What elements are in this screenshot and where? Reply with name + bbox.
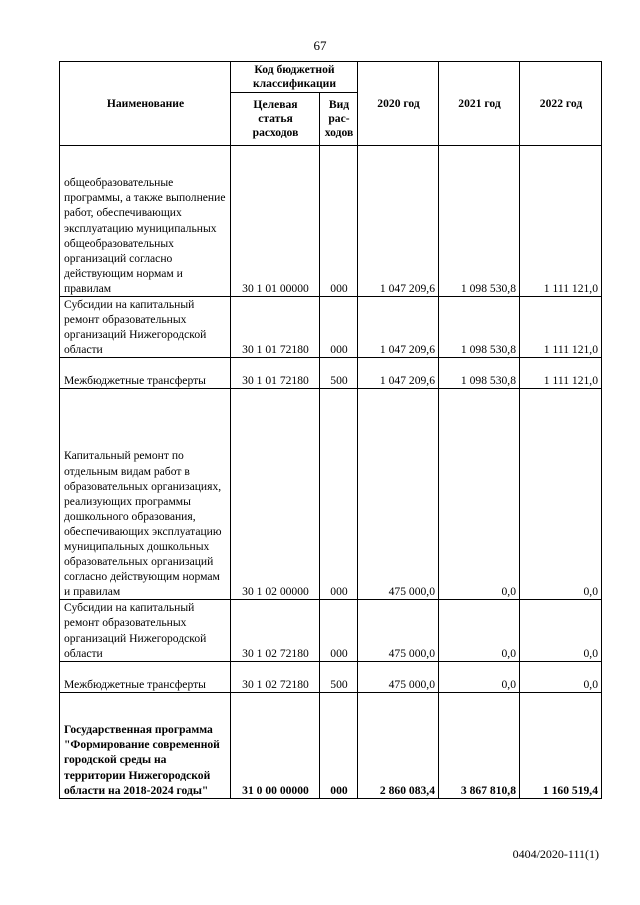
header-target-article: Целевая статья расходов bbox=[231, 93, 320, 146]
row-value-2021: 1 098 530,8 bbox=[439, 358, 520, 389]
table-row bbox=[60, 146, 602, 297]
row-expense-type: 000 bbox=[320, 692, 358, 798]
row-name: общеобразовательные программы, а также выполнение работ, обеспечивающих эксплуатацию муниципальных общеобразовательных организаций согласно действующим нормам и правилам bbox=[60, 146, 231, 297]
row-expense-type: 000 bbox=[320, 600, 358, 661]
table-row bbox=[60, 661, 602, 692]
row-value-2020: 2 860 083,4 bbox=[358, 692, 439, 798]
row-value-2021: 1 098 530,8 bbox=[439, 146, 520, 297]
row-value-2021: 0,0 bbox=[439, 389, 520, 600]
row-expense-type: 500 bbox=[320, 661, 358, 692]
row-value-2021: 3 867 810,8 bbox=[439, 692, 520, 798]
row-value-2021: 0,0 bbox=[439, 600, 520, 661]
row-expense-type: 000 bbox=[320, 146, 358, 297]
header-year-2020: 2020 год bbox=[358, 62, 439, 146]
row-name: Субсидии на капитальный ремонт образовательных организаций Нижегородской области bbox=[60, 297, 231, 358]
document-code: 0404/2020-111(1) bbox=[512, 847, 599, 861]
row-value-2020: 1 047 209,6 bbox=[358, 146, 439, 297]
row-value-2020: 475 000,0 bbox=[358, 600, 439, 661]
header-budget-classification: Код бюджетной классификации bbox=[231, 62, 358, 93]
row-name: Субсидии на капитальный ремонт образовательных организаций Нижегородской области bbox=[60, 600, 231, 661]
row-value-2020: 1 047 209,6 bbox=[358, 297, 439, 358]
header-year-2021: 2021 год bbox=[439, 62, 520, 146]
row-name: Межбюджетные трансферты bbox=[60, 661, 231, 692]
row-target-article: 30 1 01 72180 bbox=[231, 358, 320, 389]
row-expense-type: 500 bbox=[320, 358, 358, 389]
row-value-2022: 0,0 bbox=[520, 389, 602, 600]
row-target-article: 30 1 01 00000 bbox=[231, 146, 320, 297]
page-number: 67 bbox=[313, 38, 327, 53]
row-value-2020: 475 000,0 bbox=[358, 389, 439, 600]
row-target-article: 30 1 02 72180 bbox=[231, 661, 320, 692]
row-value-2020: 475 000,0 bbox=[358, 661, 439, 692]
row-name: Межбюджетные трансферты bbox=[60, 358, 231, 389]
row-value-2022: 1 111 121,0 bbox=[520, 358, 602, 389]
budget-table bbox=[59, 61, 602, 799]
row-expense-type: 000 bbox=[320, 297, 358, 358]
table-row bbox=[60, 600, 602, 661]
row-name: Государственная программа "Формирование современной городской среды на территории Нижегородской области на 2018-2024 годы" bbox=[60, 692, 231, 798]
row-value-2022: 0,0 bbox=[520, 661, 602, 692]
header-expense-type: Вид рас-ходов bbox=[320, 93, 358, 146]
table-row bbox=[60, 389, 602, 600]
header-name: Наименование bbox=[60, 62, 231, 146]
header-year-2022: 2022 год bbox=[520, 62, 602, 146]
row-target-article: 31 0 00 00000 bbox=[231, 692, 320, 798]
row-value-2022: 1 111 121,0 bbox=[520, 297, 602, 358]
row-value-2022: 1 111 121,0 bbox=[520, 146, 602, 297]
row-target-article: 30 1 01 72180 bbox=[231, 297, 320, 358]
row-value-2020: 1 047 209,6 bbox=[358, 358, 439, 389]
row-value-2022: 1 160 519,4 bbox=[520, 692, 602, 798]
row-target-article: 30 1 02 72180 bbox=[231, 600, 320, 661]
table-row bbox=[60, 297, 602, 358]
row-value-2021: 1 098 530,8 bbox=[439, 297, 520, 358]
row-value-2022: 0,0 bbox=[520, 600, 602, 661]
table-row-program-total bbox=[60, 692, 602, 798]
table-header bbox=[60, 62, 602, 146]
row-value-2021: 0,0 bbox=[439, 661, 520, 692]
row-expense-type: 000 bbox=[320, 389, 358, 600]
row-name: Капитальный ремонт по отдельным видам работ в образовательных организациях, реализующих программы дошкольного образования, обеспечивающих эксплуатацию муниципальных дошкольных образовательных организаций согласно действующим нормам и правилам bbox=[60, 389, 231, 600]
table-row bbox=[60, 358, 602, 389]
row-target-article: 30 1 02 00000 bbox=[231, 389, 320, 600]
